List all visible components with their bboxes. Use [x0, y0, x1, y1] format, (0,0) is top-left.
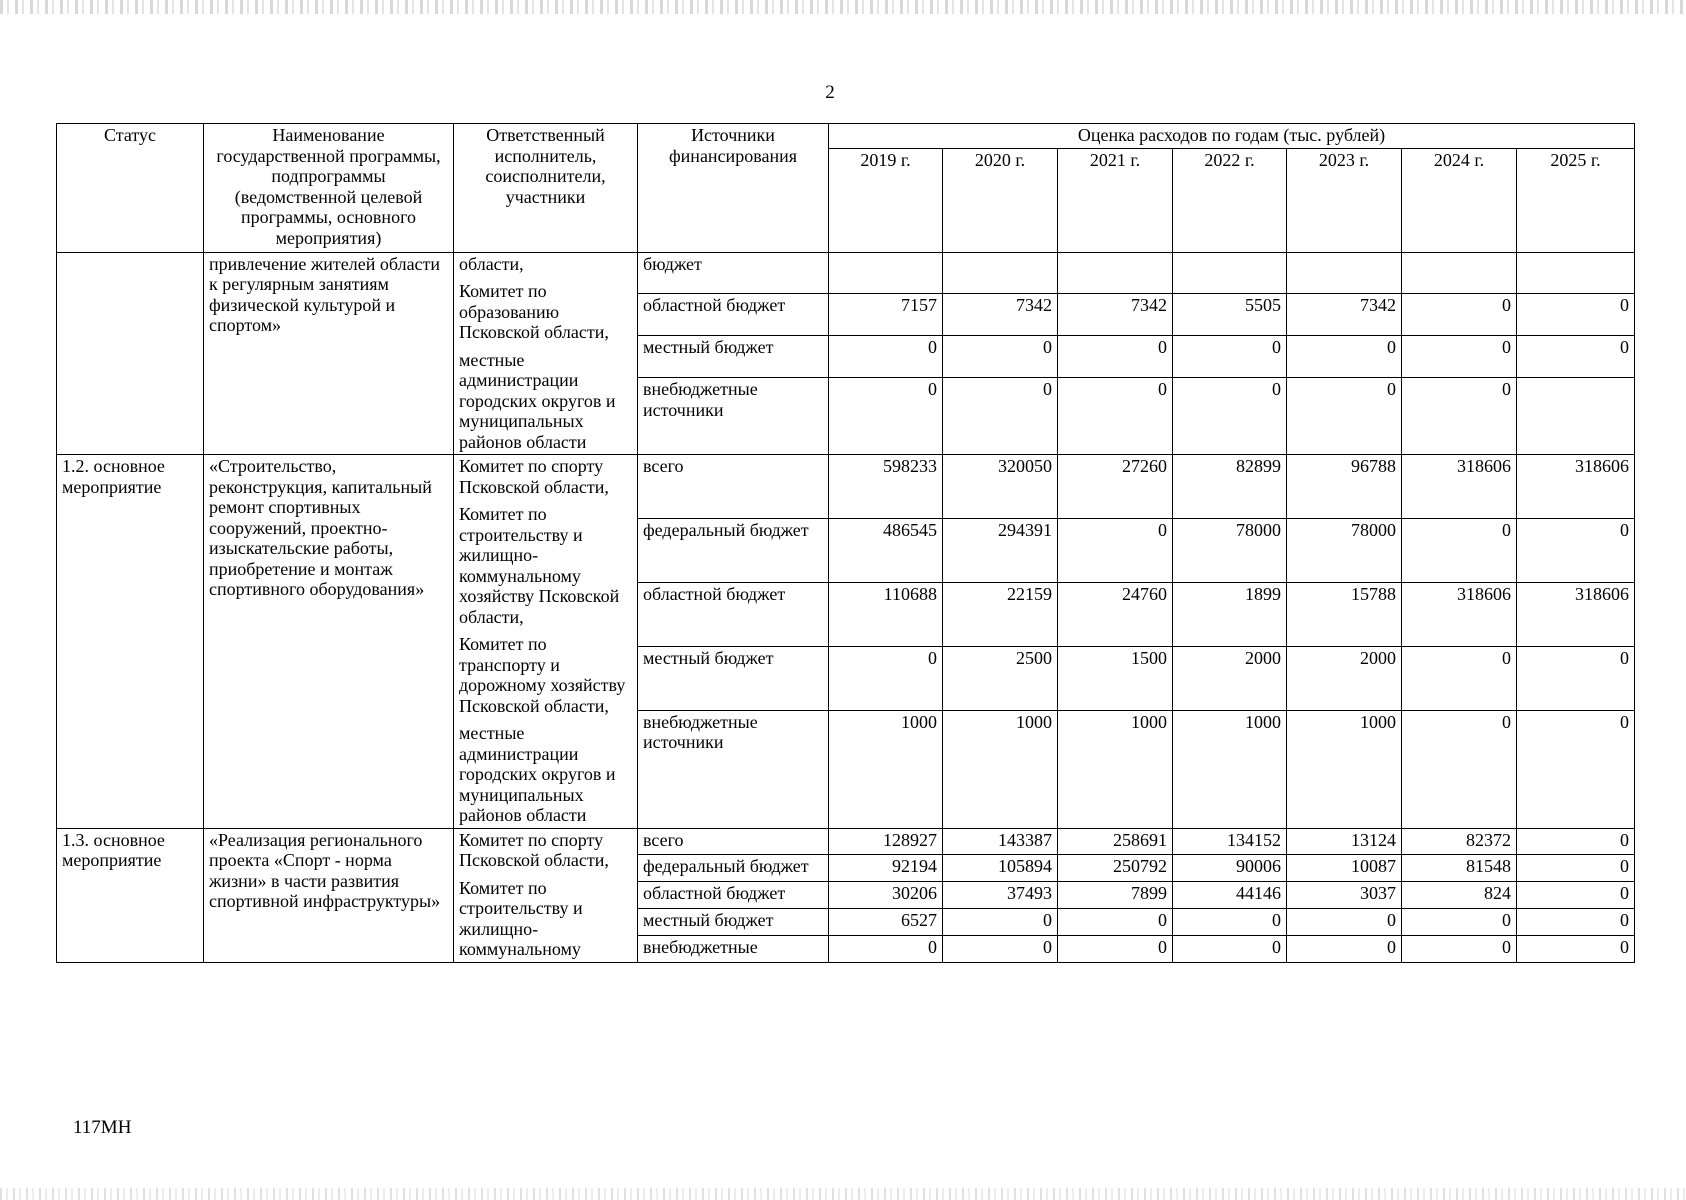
value-cell: 81548 — [1402, 855, 1517, 882]
value-cell: 0 — [1402, 646, 1517, 710]
header-year: 2021 г. — [1058, 148, 1173, 252]
source-cell: внебюджетные — [638, 935, 829, 962]
value-cell: 0 — [1287, 908, 1402, 935]
executor-cell — [454, 455, 638, 829]
value-cell: 82372 — [1402, 828, 1517, 855]
executor-entry: местные администрации городских округов и муниципальных районов области — [459, 723, 616, 825]
value-cell: 0 — [1517, 518, 1635, 582]
status-cell — [57, 252, 204, 455]
executor-entry: Комитет по строительству и жилищно-коммунальному — [459, 877, 583, 959]
header-sources: Источники финансирования — [638, 124, 829, 253]
value-cell: 7342 — [1287, 294, 1402, 336]
source-cell: местный бюджет — [638, 336, 829, 378]
scan-edge-bottom — [0, 1188, 1686, 1200]
value-cell: 15788 — [1287, 582, 1402, 646]
value-cell: 318606 — [1517, 582, 1635, 646]
value-cell: 0 — [1173, 908, 1287, 935]
value-cell: 1000 — [1173, 710, 1287, 828]
program-name-cell: привлечение жителей области к регулярным занятиям физической культурой и спортом» — [204, 252, 454, 455]
value-cell: 0 — [1058, 518, 1173, 582]
executor-cell — [454, 252, 638, 455]
value-cell: 598233 — [829, 455, 943, 519]
value-cell: 0 — [829, 935, 943, 962]
value-cell: 2000 — [1173, 646, 1287, 710]
document-code: 117МН — [73, 1117, 132, 1138]
value-cell: 0 — [1058, 336, 1173, 378]
executor-entry: Комитет по спорту Псковской области, — [459, 456, 609, 497]
value-cell: 318606 — [1402, 455, 1517, 519]
value-cell: 0 — [943, 908, 1058, 935]
value-cell: 13124 — [1287, 828, 1402, 855]
value-cell: 0 — [829, 646, 943, 710]
value-cell: 0 — [1402, 935, 1517, 962]
value-cell: 90006 — [1173, 855, 1287, 882]
source-cell: бюджет — [638, 252, 829, 294]
value-cell: 0 — [1402, 336, 1517, 378]
value-cell: 320050 — [943, 455, 1058, 519]
value-cell: 0 — [829, 378, 943, 455]
value-cell: 0 — [1517, 294, 1635, 336]
table-body — [57, 252, 1635, 962]
page-number: 2 — [825, 82, 835, 103]
value-cell: 24760 — [1058, 582, 1173, 646]
value-cell: 6527 — [829, 908, 943, 935]
value-cell: 10087 — [1287, 855, 1402, 882]
source-cell: федеральный бюджет — [638, 518, 829, 582]
table-row — [57, 455, 1635, 519]
value-cell: 0 — [1058, 935, 1173, 962]
value-cell: 3037 — [1287, 882, 1402, 909]
value-cell — [1173, 252, 1287, 294]
value-cell: 1000 — [1287, 710, 1402, 828]
value-cell: 0 — [1402, 518, 1517, 582]
source-cell: областной бюджет — [638, 882, 829, 909]
value-cell: 0 — [1517, 828, 1635, 855]
header-executor: Ответственный исполнитель, соисполнители, участники — [454, 124, 638, 253]
table-header — [57, 124, 1635, 253]
header-year: 2022 г. — [1173, 148, 1287, 252]
value-cell: 318606 — [1517, 455, 1635, 519]
header-status: Статус — [57, 124, 204, 253]
value-cell: 27260 — [1058, 455, 1173, 519]
header-year: 2024 г. — [1402, 148, 1517, 252]
scan-edge-top — [0, 0, 1686, 14]
source-cell: местный бюджет — [638, 908, 829, 935]
executor-entry: области, — [459, 253, 524, 274]
value-cell: 0 — [1173, 378, 1287, 455]
source-cell: местный бюджет — [638, 646, 829, 710]
value-cell: 78000 — [1287, 518, 1402, 582]
executor-entry: Комитет по транспорту и дорожному хозяйству Псковской области, — [459, 634, 626, 716]
value-cell: 0 — [1517, 710, 1635, 828]
value-cell: 0 — [1173, 935, 1287, 962]
value-cell — [1287, 252, 1402, 294]
table-row — [57, 252, 1635, 294]
value-cell: 0 — [1287, 378, 1402, 455]
value-cell: 0 — [1517, 646, 1635, 710]
value-cell: 0 — [1058, 908, 1173, 935]
value-cell: 128927 — [829, 828, 943, 855]
table-row — [57, 828, 1635, 855]
value-cell: 0 — [943, 378, 1058, 455]
value-cell — [1402, 252, 1517, 294]
value-cell: 0 — [943, 336, 1058, 378]
value-cell — [943, 252, 1058, 294]
value-cell: 1000 — [943, 710, 1058, 828]
value-cell: 294391 — [943, 518, 1058, 582]
value-cell: 44146 — [1173, 882, 1287, 909]
value-cell: 1500 — [1058, 646, 1173, 710]
value-cell: 5505 — [1173, 294, 1287, 336]
value-cell: 0 — [829, 336, 943, 378]
value-cell: 0 — [1402, 908, 1517, 935]
status-cell: 1.3. основное мероприятие — [57, 828, 204, 962]
value-cell: 7899 — [1058, 882, 1173, 909]
source-cell: внебюджетные источники — [638, 378, 829, 455]
executor-entry: местные администрации городских округов и муниципальных районов области — [459, 349, 616, 452]
header-year: 2025 г. — [1517, 148, 1635, 252]
value-cell: 78000 — [1173, 518, 1287, 582]
header-year: 2019 г. — [829, 148, 943, 252]
program-name-cell: «Строительство, реконструкция, капитальный ремонт спортивных сооружений, проектно-изыскательские работы, приобретение и монтаж спортивного оборудования» — [204, 455, 454, 829]
value-cell — [1517, 378, 1635, 455]
value-cell: 7342 — [943, 294, 1058, 336]
header-year: 2023 г. — [1287, 148, 1402, 252]
source-cell: областной бюджет — [638, 582, 829, 646]
value-cell: 82899 — [1173, 455, 1287, 519]
value-cell: 110688 — [829, 582, 943, 646]
source-cell: федеральный бюджет — [638, 855, 829, 882]
value-cell: 0 — [943, 935, 1058, 962]
value-cell — [829, 252, 943, 294]
value-cell: 134152 — [1173, 828, 1287, 855]
value-cell: 0 — [1402, 710, 1517, 828]
value-cell: 258691 — [1058, 828, 1173, 855]
header-year: 2020 г. — [943, 148, 1058, 252]
value-cell: 37493 — [943, 882, 1058, 909]
value-cell: 486545 — [829, 518, 943, 582]
value-cell: 250792 — [1058, 855, 1173, 882]
source-cell: всего — [638, 455, 829, 519]
program-name-cell: «Реализация регионального проекта «Спорт - норма жизни» в части развития спортивной инфраструктуры» — [204, 828, 454, 962]
value-cell: 0 — [1517, 908, 1635, 935]
value-cell: 105894 — [943, 855, 1058, 882]
value-cell: 1000 — [829, 710, 943, 828]
value-cell: 2500 — [943, 646, 1058, 710]
executor-entry: Комитет по образованию Псковской области, — [459, 281, 609, 342]
value-cell: 318606 — [1402, 582, 1517, 646]
value-cell: 0 — [1058, 378, 1173, 455]
value-cell: 0 — [1402, 378, 1517, 455]
value-cell: 1000 — [1058, 710, 1173, 828]
status-cell: 1.2. основное мероприятие — [57, 455, 204, 829]
value-cell: 0 — [1517, 882, 1635, 909]
executor-cell — [454, 828, 638, 962]
value-cell: 7342 — [1058, 294, 1173, 336]
value-cell: 0 — [1402, 294, 1517, 336]
value-cell — [1517, 252, 1635, 294]
value-cell: 0 — [1287, 336, 1402, 378]
source-cell: внебюджетные источники — [638, 710, 829, 828]
value-cell: 0 — [1517, 935, 1635, 962]
value-cell: 824 — [1402, 882, 1517, 909]
executor-entry: Комитет по спорту Псковской области, — [459, 829, 609, 870]
executor-entry: Комитет по строительству и жилищно-коммунальному хозяйству Псковской области, — [459, 504, 620, 627]
value-cell: 0 — [1517, 855, 1635, 882]
value-cell: 96788 — [1287, 455, 1402, 519]
value-cell: 2000 — [1287, 646, 1402, 710]
value-cell: 0 — [1287, 935, 1402, 962]
header-estimate: Оценка расходов по годам (тыс. рублей) — [829, 124, 1635, 149]
value-cell: 1899 — [1173, 582, 1287, 646]
header-name: Наименование государственной программы, подпрограммы (ведомственной целевой программы, основного мероприятия) — [204, 124, 454, 253]
value-cell: 0 — [1173, 336, 1287, 378]
budget-table — [56, 123, 1635, 963]
value-cell: 22159 — [943, 582, 1058, 646]
value-cell — [1058, 252, 1173, 294]
value-cell: 7157 — [829, 294, 943, 336]
value-cell: 92194 — [829, 855, 943, 882]
value-cell: 0 — [1517, 336, 1635, 378]
source-cell: всего — [638, 828, 829, 855]
value-cell: 30206 — [829, 882, 943, 909]
value-cell: 143387 — [943, 828, 1058, 855]
source-cell: областной бюджет — [638, 294, 829, 336]
